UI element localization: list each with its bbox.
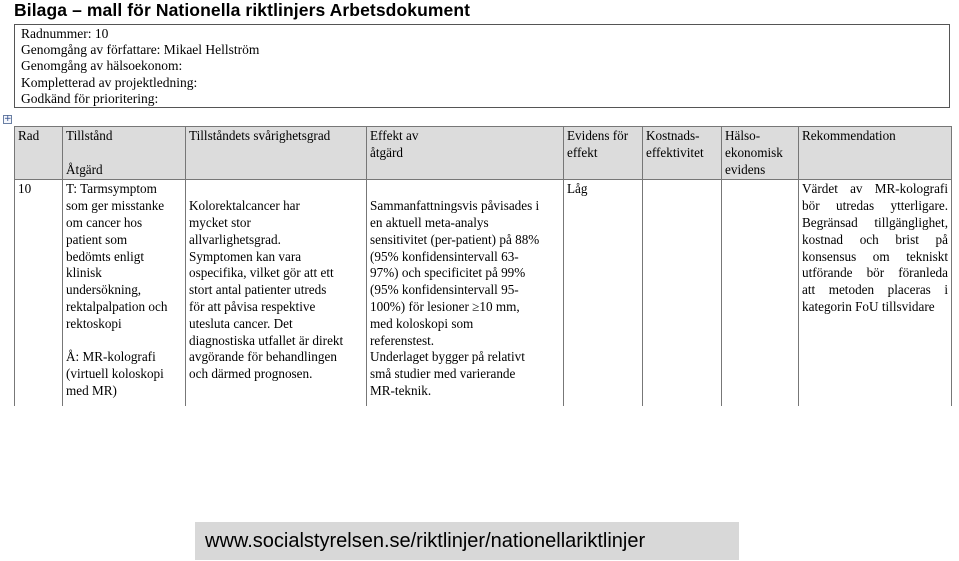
guideline-table xyxy=(14,126,952,406)
svarighet-line: mycket stor xyxy=(189,214,251,230)
header-atgard: Åtgärd xyxy=(66,161,103,177)
cell-kostnadseffektivitet xyxy=(643,180,722,406)
header-rekommendation: Rekommendation xyxy=(799,127,952,180)
header-effekt: Effekt av åtgärd xyxy=(367,127,564,180)
svarighet-line: Symptomen kan vara xyxy=(189,248,302,264)
svarighet-line: diagnostiska utfallet är direkt xyxy=(189,332,344,348)
cell-rad: 10 xyxy=(15,180,63,406)
svarighet-line: stort antal patienter utreds xyxy=(189,282,327,298)
info-prioritering: Godkänd för prioritering: xyxy=(21,90,159,106)
svarighet-line: allvarlighetsgrad. xyxy=(189,231,281,247)
tillstand-line: bedömts enligt xyxy=(66,248,145,264)
tillstand-line: klinisk xyxy=(66,265,102,281)
info-halsoekonom: Genomgång av hälsoekonom: xyxy=(21,58,183,74)
document-title: Bilaga – mall för Nationella riktlinjers Arbetsdokument xyxy=(14,0,471,20)
effekt-line: (95% konfidensintervall 63- xyxy=(370,248,519,264)
rekommendation-line: utförande bör föranleda xyxy=(802,265,948,281)
info-box xyxy=(14,24,950,108)
effekt-line: Underlaget bygger på relativt xyxy=(370,349,525,365)
effekt-line: sensitivitet (per-patient) på 88% xyxy=(370,231,540,247)
cell-effekt xyxy=(367,180,564,406)
rekommendation-line: konsensus om tekniskt xyxy=(802,248,948,264)
tillstand-line: undersökning, xyxy=(66,282,142,298)
info-forfattare: Genomgång av författare: Mikael Hellström xyxy=(21,42,260,58)
cell-evidens: Låg xyxy=(564,180,643,406)
table-move-handle-icon[interactable]: + xyxy=(4,114,12,124)
tillstand-line: rektalpalpation och xyxy=(66,298,168,314)
atgard-line: (virtuell koloskopi xyxy=(66,366,164,382)
effekt-line: Sammanfattningsvis påvisades i xyxy=(370,198,540,214)
svarighet-line: Kolorektalcancer har xyxy=(189,198,300,214)
tillstand-line: T: Tarmsymptom xyxy=(66,181,157,197)
cell-halsoekonomisk-evidens xyxy=(722,180,799,406)
header-kostnadseffektivitet: Kostnads- effektivitet xyxy=(643,127,722,180)
info-radnummer: Radnummer: 10 xyxy=(21,26,109,41)
effekt-line: en aktuell meta-analys xyxy=(370,214,489,230)
rekommendation-line: kostnad och brist på xyxy=(802,231,948,247)
header-halsoekonomisk-evidens: Hälso- ekonomisk evidens xyxy=(722,127,799,180)
svarighet-line: avgörande för behandlingen xyxy=(189,349,337,365)
svarighet-line: för att påvisa respektive xyxy=(189,298,316,314)
rekommendation-line: att metoden placeras i xyxy=(802,282,948,298)
header-rad: Rad xyxy=(15,127,63,180)
tillstand-line: som ger misstanke xyxy=(66,198,165,214)
rekommendation-line: bör utredas ytterligare. xyxy=(802,198,948,214)
rekommendation-line: kategorin FoU tillsvidare xyxy=(802,298,935,314)
svarighet-line: och därmed prognosen. xyxy=(189,366,313,382)
svarighet-line: utesluta cancer. Det xyxy=(189,315,293,331)
header-svarighetsgrad: Tillståndets svårighetsgrad xyxy=(186,127,367,180)
effekt-line: MR-teknik. xyxy=(370,382,432,398)
effekt-line: referenstest. xyxy=(370,332,435,348)
header-tillstand: Tillstånd Åtgärd xyxy=(63,127,186,180)
rekommendation-line: Begränsad tillgänglighet, xyxy=(802,214,948,230)
cell-svarighetsgrad xyxy=(186,180,367,406)
source-url-banner: www.socialstyrelsen.se/riktlinjer/nationellariktlinjer xyxy=(195,522,739,560)
info-projektledning: Kompletterad av projektledning: xyxy=(21,74,198,90)
tillstand-line: patient som xyxy=(66,231,128,247)
effekt-line: 100%) för lesioner ≥10 mm, xyxy=(370,298,520,314)
tillstand-line: rektoskopi xyxy=(66,315,122,331)
table-row xyxy=(15,180,952,406)
atgard-line: Å: MR-kolografi xyxy=(66,349,156,365)
cell-rekommendation xyxy=(799,180,952,406)
effekt-line: (95% konfidensintervall 95- xyxy=(370,282,519,298)
effekt-line: 97%) och specificitet på 99% xyxy=(370,265,526,281)
tillstand-line: om cancer hos xyxy=(66,214,143,230)
header-evidens: Evidens för effekt xyxy=(564,127,643,180)
rekommendation-line: Värdet av MR-kolografi xyxy=(802,181,948,197)
svarighet-line: ospecifika, vilket gör att ett xyxy=(189,265,334,281)
effekt-line: små studier med varierande xyxy=(370,366,516,382)
table-header-row xyxy=(15,127,952,180)
cell-tillstand-atgard xyxy=(63,180,186,406)
effekt-line: med koloskopi som xyxy=(370,315,474,331)
atgard-line: med MR) xyxy=(66,382,117,398)
